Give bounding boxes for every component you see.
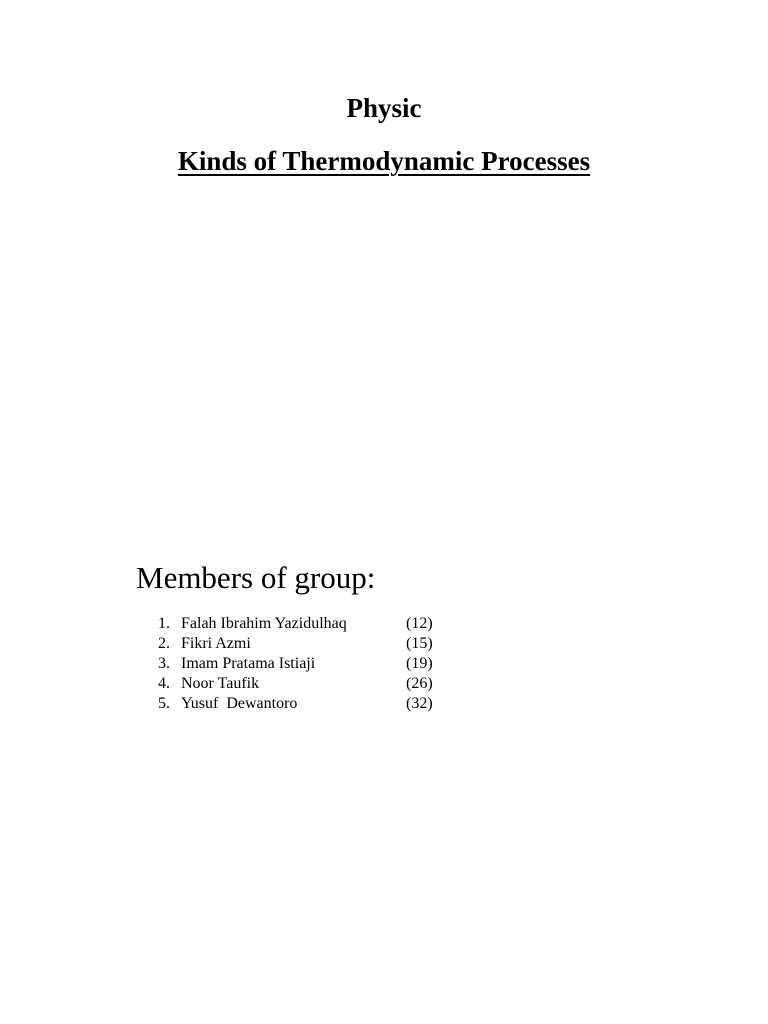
member-id: (15) [406,635,433,652]
member-name: Fikri Azmi [181,635,251,652]
member-number: 5. [158,695,170,712]
member-id: (12) [406,615,433,632]
members-heading: Members of group: [136,560,376,595]
member-name: Yusuf Dewantoro [181,695,298,712]
list-item [0,674,768,694]
member-number: 4. [158,675,170,692]
member-id: (26) [406,675,433,692]
member-id: (32) [406,695,433,712]
member-name: Noor Taufik [181,675,260,692]
member-number: 3. [158,655,170,672]
member-number: 2. [158,635,170,652]
member-id: (19) [406,655,433,672]
member-name: Falah Ibrahim Yazidulhaq [181,615,347,632]
member-number: 1. [158,615,170,632]
list-item [0,614,768,634]
list-item [0,694,768,714]
list-item [0,634,768,654]
subject-heading: Physic [346,93,422,123]
list-item [0,654,768,674]
member-list [0,614,768,714]
document-title: Kinds of Thermodynamic Processes [177,146,591,176]
member-name: Imam Pratama Istiaji [181,655,316,672]
